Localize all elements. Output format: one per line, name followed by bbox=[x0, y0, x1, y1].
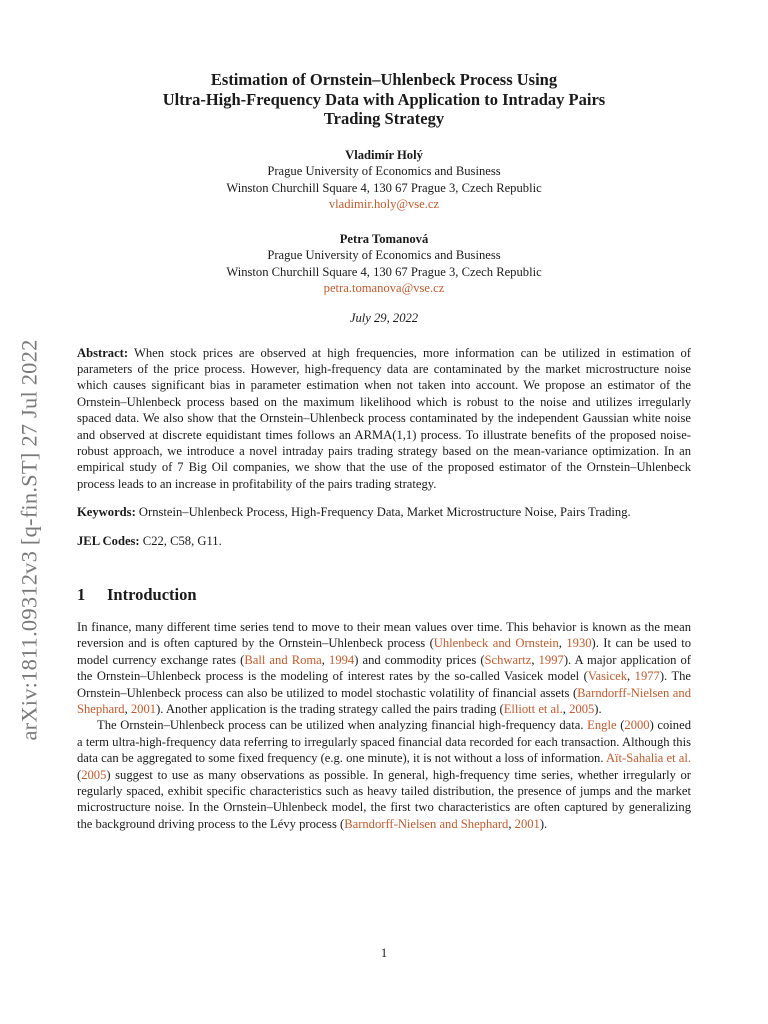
paragraph-text: , bbox=[508, 816, 515, 831]
paragraph-text: ). The Ornstein–Uhlenbeck process can also be utilized to model stochastic volatility of financial assets ( bbox=[77, 669, 692, 700]
abstract-text: When stock prices are observed at high frequencies, more information can be utilized in estimation of parameters of the price process. However, high-frequency data are contaminated by the market microstructure noise which causes significant bias in parameter estimation when not taken into account. We propose an estimator of the Ornstein–Uhlenbeck process based on the maximum likelihood which is robust to the noise and utilizes irregularly spaced data. We also show that the Ornstein–Uhlenbeck process contaminated by the independent Gaussian white noise and observed at discrete equidistant times follows an ARMA(1,1) process. To illustrate benefits of the proposed noise-robust approach, we introduce a novel intraday pairs trading strategy based on the mean-variance optimization. In an empirical study of 7 Big Oil companies, we show that the use of the proposed estimator of the Ornstein–Uhlenbeck process leads to an increase in profitability of the pairs trading strategy. bbox=[77, 345, 692, 491]
citation-link[interactable]: Aït-Sahalia et al. bbox=[605, 751, 691, 766]
citation-link[interactable]: Schwartz bbox=[484, 652, 532, 667]
citation-link[interactable]: 1997 bbox=[538, 652, 564, 667]
paragraph-text: ) and commodity prices ( bbox=[354, 652, 485, 667]
abstract bbox=[77, 345, 691, 493]
paragraph-text: , bbox=[562, 702, 570, 716]
title-line: Estimation of Ornstein–Uhlenbeck Process Using bbox=[210, 70, 558, 89]
keywords bbox=[77, 504, 691, 520]
paragraph-text: , bbox=[531, 652, 539, 667]
paragraph-text: , bbox=[558, 636, 567, 651]
author-block bbox=[77, 147, 691, 213]
author-block bbox=[77, 231, 691, 297]
keywords-text: Ornstein–Uhlenbeck Process, High-Frequency Data, Market Microstructure Noise, Pairs Trading. bbox=[138, 505, 631, 520]
abstract-label: Abstract: bbox=[77, 345, 129, 360]
jel-label: JEL Codes: bbox=[77, 533, 140, 548]
paragraph-text: ). bbox=[539, 816, 548, 831]
intro-paragraph-1 bbox=[77, 619, 691, 717]
citation-link[interactable]: Barndorff-Nielsen and Shephard bbox=[344, 816, 509, 831]
keywords-label: Keywords: bbox=[77, 505, 136, 520]
citation-link[interactable]: Uhlenbeck and Ornstein bbox=[433, 636, 559, 651]
paragraph-text: In finance, many different time series tend to move to their mean values over time. This behavior is known as the mean reversion and is often captured by the Ornstein–Uhlenbeck process ( bbox=[77, 619, 691, 651]
paragraph-text: ). bbox=[594, 702, 602, 716]
paragraph-text: ( bbox=[616, 718, 625, 733]
citation-link[interactable]: 2005 bbox=[569, 702, 595, 716]
intro-paragraph-2 bbox=[77, 717, 691, 832]
author-name: Petra Tomanová bbox=[339, 231, 429, 246]
section-title: Introduction bbox=[107, 584, 197, 604]
paper-page bbox=[77, 0, 691, 832]
paragraph-text: , bbox=[321, 652, 330, 667]
author-address: Winston Churchill Square 4, 130 67 Prague 3, Czech Republic bbox=[226, 264, 542, 279]
paragraph-text: ) coined a term ultra-high-frequency data referring to irregularly spaced financial data recorded for each transaction. Although this data can be aggregated to some fixed frequency (e.g. one minute), it is not without a loss of information. bbox=[77, 718, 691, 766]
section-number: 1 bbox=[77, 584, 86, 604]
author-affiliation: Prague University of Economics and Business bbox=[267, 248, 501, 262]
citation-link[interactable]: Elliott et al. bbox=[503, 702, 563, 716]
citation-link[interactable]: 2000 bbox=[624, 718, 650, 733]
paragraph-text: The Ornstein–Uhlenbeck process can be utilized when analyzing financial high-frequency data. bbox=[97, 718, 588, 733]
paragraph-text: ) suggest to use as many observations as possible. In general, high-frequency time series, whether irregularly or regularly spaced, exhibit specific characteristics such as heavy tailed distribution, the presence of jumps and the market microstructure noise. In the Ornstein–Uhlenbeck model, the first two characteristics are often captured by generalizing the background driving process to the Lévy process ( bbox=[77, 767, 691, 831]
citation-link[interactable]: Vasicek bbox=[587, 669, 628, 684]
paragraph-text: ( bbox=[77, 767, 82, 782]
paragraph-text: ). A major application of the Ornstein–Uhlenbeck process is the modeling of interest rates by the so-called Vasicek model ( bbox=[77, 652, 691, 684]
citation-link[interactable]: 1977 bbox=[634, 669, 660, 684]
citation-link[interactable]: Barndorff-Nielsen and Shephard bbox=[77, 685, 691, 716]
citation-link[interactable]: 2005 bbox=[81, 767, 107, 782]
citation-link[interactable]: 2001 bbox=[514, 816, 540, 831]
author-affiliation: Prague University of Economics and Business bbox=[267, 164, 501, 178]
citation-link[interactable]: 1930 bbox=[566, 636, 592, 651]
title-line: Trading Strategy bbox=[323, 109, 445, 128]
author-email-link[interactable]: petra.tomanova@vse.cz bbox=[323, 281, 445, 295]
arxiv-stamp bbox=[8, 320, 52, 760]
page-number: 1 bbox=[380, 946, 388, 960]
paper-date: July 29, 2022 bbox=[349, 310, 419, 325]
author-name: Vladimír Holý bbox=[345, 147, 423, 162]
paragraph-text: , bbox=[627, 669, 635, 684]
author-address: Winston Churchill Square 4, 130 67 Prague 3, Czech Republic bbox=[226, 180, 542, 195]
arxiv-id: arXiv:1811.09312v3 [q-fin.ST] 27 Jul 2022 bbox=[17, 339, 42, 741]
jel-codes bbox=[77, 533, 691, 549]
paragraph-text: ). It can be used to model currency exchange rates ( bbox=[77, 636, 691, 667]
section-heading bbox=[77, 585, 691, 605]
citation-link[interactable]: 2001 bbox=[130, 702, 157, 716]
paragraph-text: ). Another application is the trading strategy called the pairs trading ( bbox=[156, 702, 504, 716]
citation-link[interactable]: Engle bbox=[587, 718, 617, 733]
citation-link[interactable]: 1994 bbox=[329, 652, 355, 667]
author-email-link[interactable]: vladimir.holy@vse.cz bbox=[328, 197, 440, 211]
paragraph-text: , bbox=[124, 702, 131, 716]
paper-title bbox=[77, 70, 691, 129]
citation-link[interactable]: Ball and Roma bbox=[244, 652, 322, 667]
title-line: Ultra-High-Frequency Data with Application to Intraday Pairs bbox=[162, 89, 606, 109]
jel-text: C22, C58, G11. bbox=[142, 533, 222, 548]
